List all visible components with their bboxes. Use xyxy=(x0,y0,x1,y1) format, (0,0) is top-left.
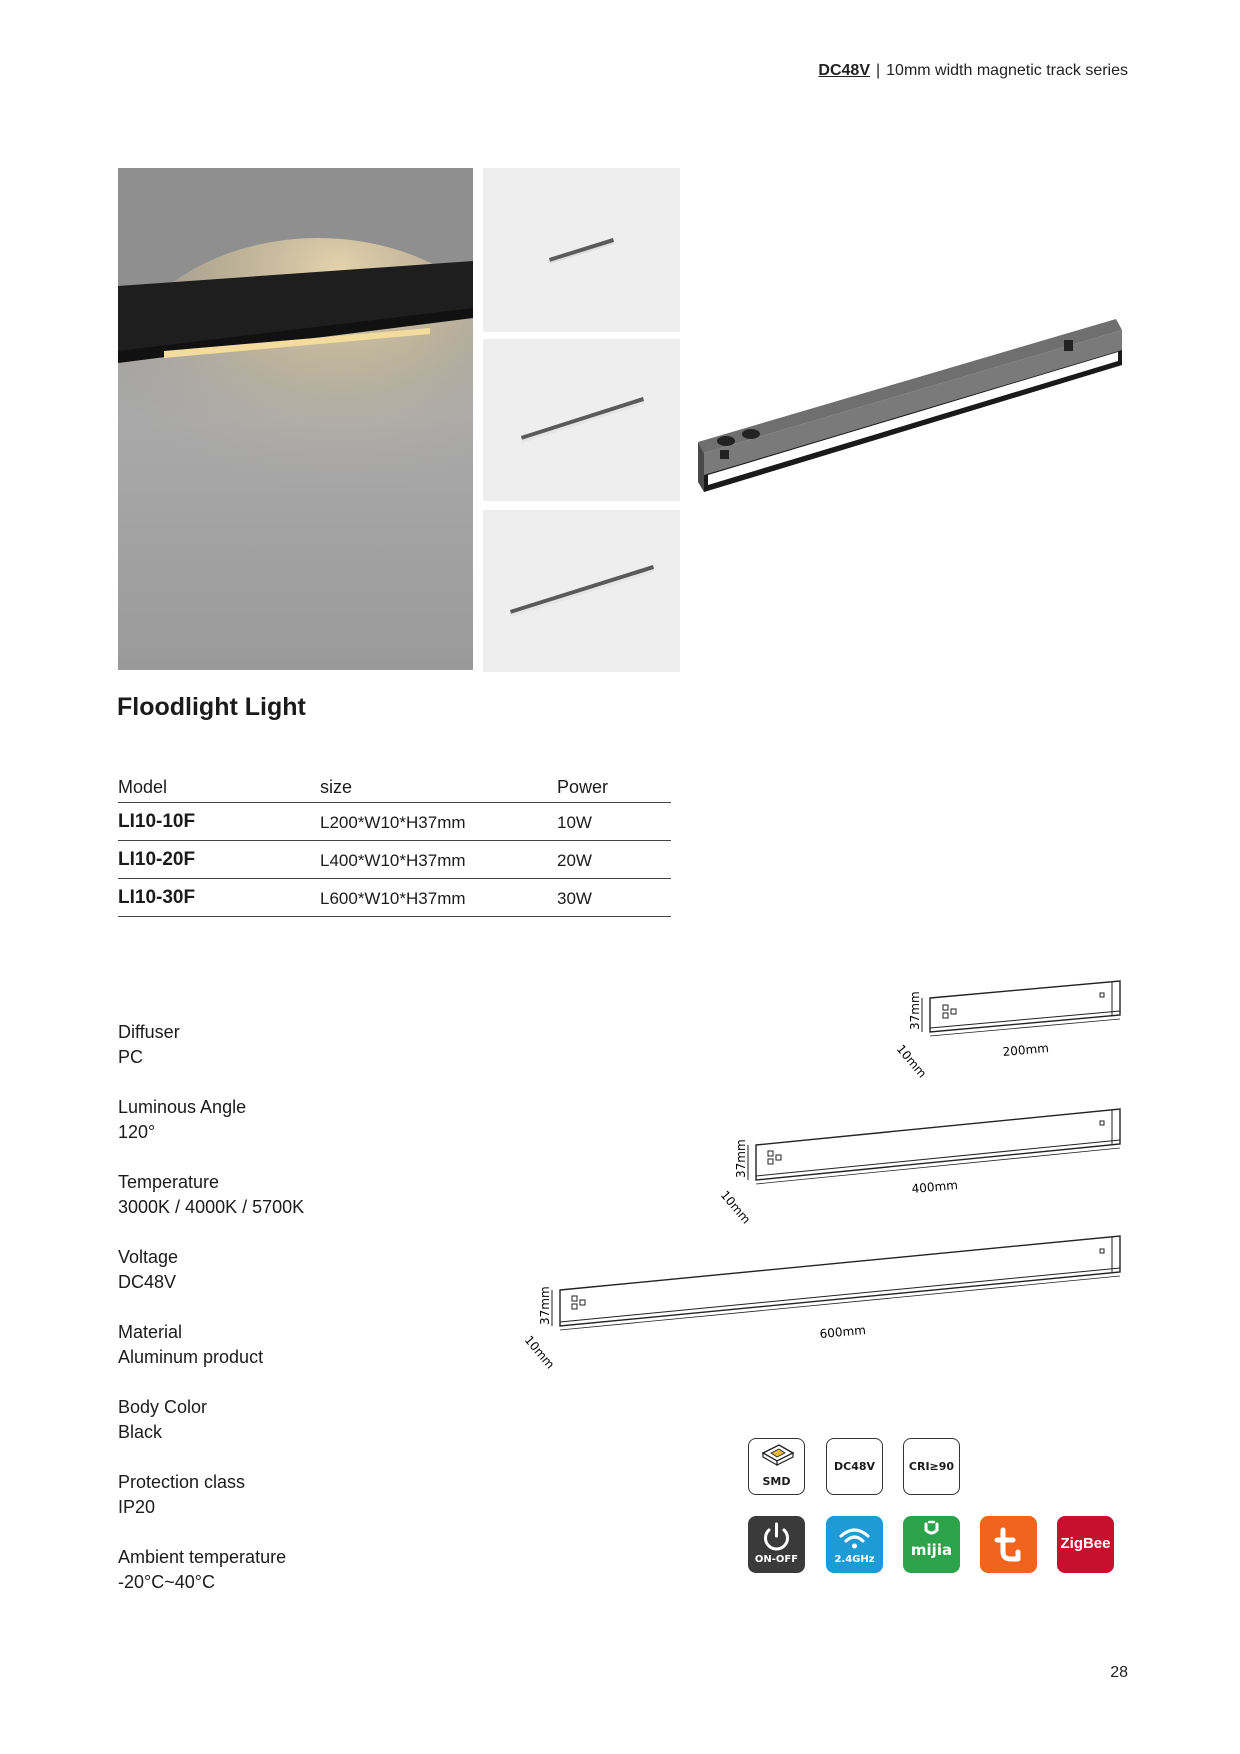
product-thumbnail-400 xyxy=(483,339,680,501)
size-cell: L400*W10*H37mm xyxy=(320,841,557,879)
spec-label: Luminous Angle xyxy=(118,1097,247,1117)
spec-value: 3000K / 4000K / 5700K xyxy=(118,1197,305,1217)
smd-badge xyxy=(748,1438,805,1495)
series-label: DC48V xyxy=(818,62,870,79)
dimension-drawing-200 xyxy=(890,978,1130,1093)
spec-label: Ambient temperature xyxy=(118,1547,287,1567)
wifi-label: 2.4GHz xyxy=(834,1554,875,1565)
spec-label: Diffuser xyxy=(118,1022,180,1042)
column-header-model: Model xyxy=(118,775,320,803)
product-render xyxy=(690,310,1130,515)
header-separator: | xyxy=(875,62,881,79)
tuya-badge xyxy=(980,1516,1037,1573)
cri-badge xyxy=(903,1438,960,1495)
spec-value: DC48V xyxy=(118,1272,177,1292)
dimension-drawing-600 xyxy=(520,1232,1132,1385)
spec-material xyxy=(118,1320,304,1370)
height-label: 37mm xyxy=(734,1139,748,1178)
product-thumbnail-600 xyxy=(483,510,680,672)
spec-value: Black xyxy=(118,1422,163,1442)
width-label: 10mm xyxy=(717,1187,754,1227)
spec-temperature xyxy=(118,1170,304,1220)
smd-label: SMD xyxy=(762,1475,791,1488)
height-label: 37mm xyxy=(538,1286,552,1325)
mijia-badge xyxy=(903,1516,960,1573)
spec-label: Voltage xyxy=(118,1247,179,1267)
spec-label: Body Color xyxy=(118,1397,208,1417)
width-label: 10mm xyxy=(521,1332,558,1372)
onoff-label: ON-OFF xyxy=(754,1554,799,1565)
spec-value: IP20 xyxy=(118,1497,156,1517)
table-row xyxy=(118,803,671,841)
spec-ambient-temperature xyxy=(118,1545,304,1595)
cri-label: CRI≥90 xyxy=(908,1460,955,1473)
series-description: 10mm width magnetic track series xyxy=(886,62,1128,79)
spec-label: Temperature xyxy=(118,1172,220,1192)
spec-value: -20°C~40°C xyxy=(118,1572,215,1592)
spec-protection-class xyxy=(118,1470,304,1520)
product-title: Floodlight Light xyxy=(117,693,306,721)
installation-photo xyxy=(118,168,473,670)
model-cell: LI10-20F xyxy=(118,841,320,879)
table-header-row xyxy=(118,775,671,803)
table-row xyxy=(118,879,671,917)
onoff-badge xyxy=(748,1516,805,1573)
height-label: 37mm xyxy=(908,991,922,1030)
size-cell: L200*W10*H37mm xyxy=(320,803,557,841)
page-header xyxy=(818,62,1128,80)
voltage-label: DC48V xyxy=(833,1460,876,1473)
spec-label: Material xyxy=(118,1322,183,1342)
zigbee-label: ZigBee xyxy=(1060,1535,1111,1552)
spec-value: 120° xyxy=(118,1122,156,1142)
spec-luminous-angle xyxy=(118,1095,304,1145)
wifi-icon xyxy=(826,1516,883,1554)
product-thumbnail-200 xyxy=(483,168,680,332)
mijia-logo-icon xyxy=(903,1516,960,1544)
power-cell: 10W xyxy=(557,803,671,841)
models-table xyxy=(118,775,671,917)
power-cell: 20W xyxy=(557,841,671,879)
dimension-drawing-400 xyxy=(712,1105,1130,1240)
power-icon xyxy=(748,1516,805,1554)
spec-diffuser xyxy=(118,1020,304,1070)
size-cell: L600*W10*H37mm xyxy=(320,879,557,917)
spec-value: Aluminum product xyxy=(118,1347,264,1367)
column-header-size: size xyxy=(320,775,557,803)
spec-body-color xyxy=(118,1395,304,1445)
led-chip-icon xyxy=(749,1439,806,1477)
length-label: 600mm xyxy=(819,1323,867,1341)
column-header-power: Power xyxy=(557,775,671,803)
width-label: 10mm xyxy=(893,1041,930,1081)
length-label: 200mm xyxy=(1002,1041,1050,1059)
power-cell: 30W xyxy=(557,879,671,917)
zigbee-badge xyxy=(1057,1516,1114,1573)
mijia-label: mijia xyxy=(910,1541,953,1559)
spec-label: Protection class xyxy=(118,1472,246,1492)
wifi-badge xyxy=(826,1516,883,1573)
table-row xyxy=(118,841,671,879)
model-cell: LI10-10F xyxy=(118,803,320,841)
voltage-badge xyxy=(826,1438,883,1495)
spec-value: PC xyxy=(118,1047,144,1067)
tuya-logo-icon xyxy=(980,1516,1037,1573)
page-number: 28 xyxy=(1110,1664,1128,1681)
specifications-list xyxy=(118,1020,304,1620)
length-label: 400mm xyxy=(911,1178,959,1196)
model-cell: LI10-30F xyxy=(118,879,320,917)
spec-voltage xyxy=(118,1245,304,1295)
